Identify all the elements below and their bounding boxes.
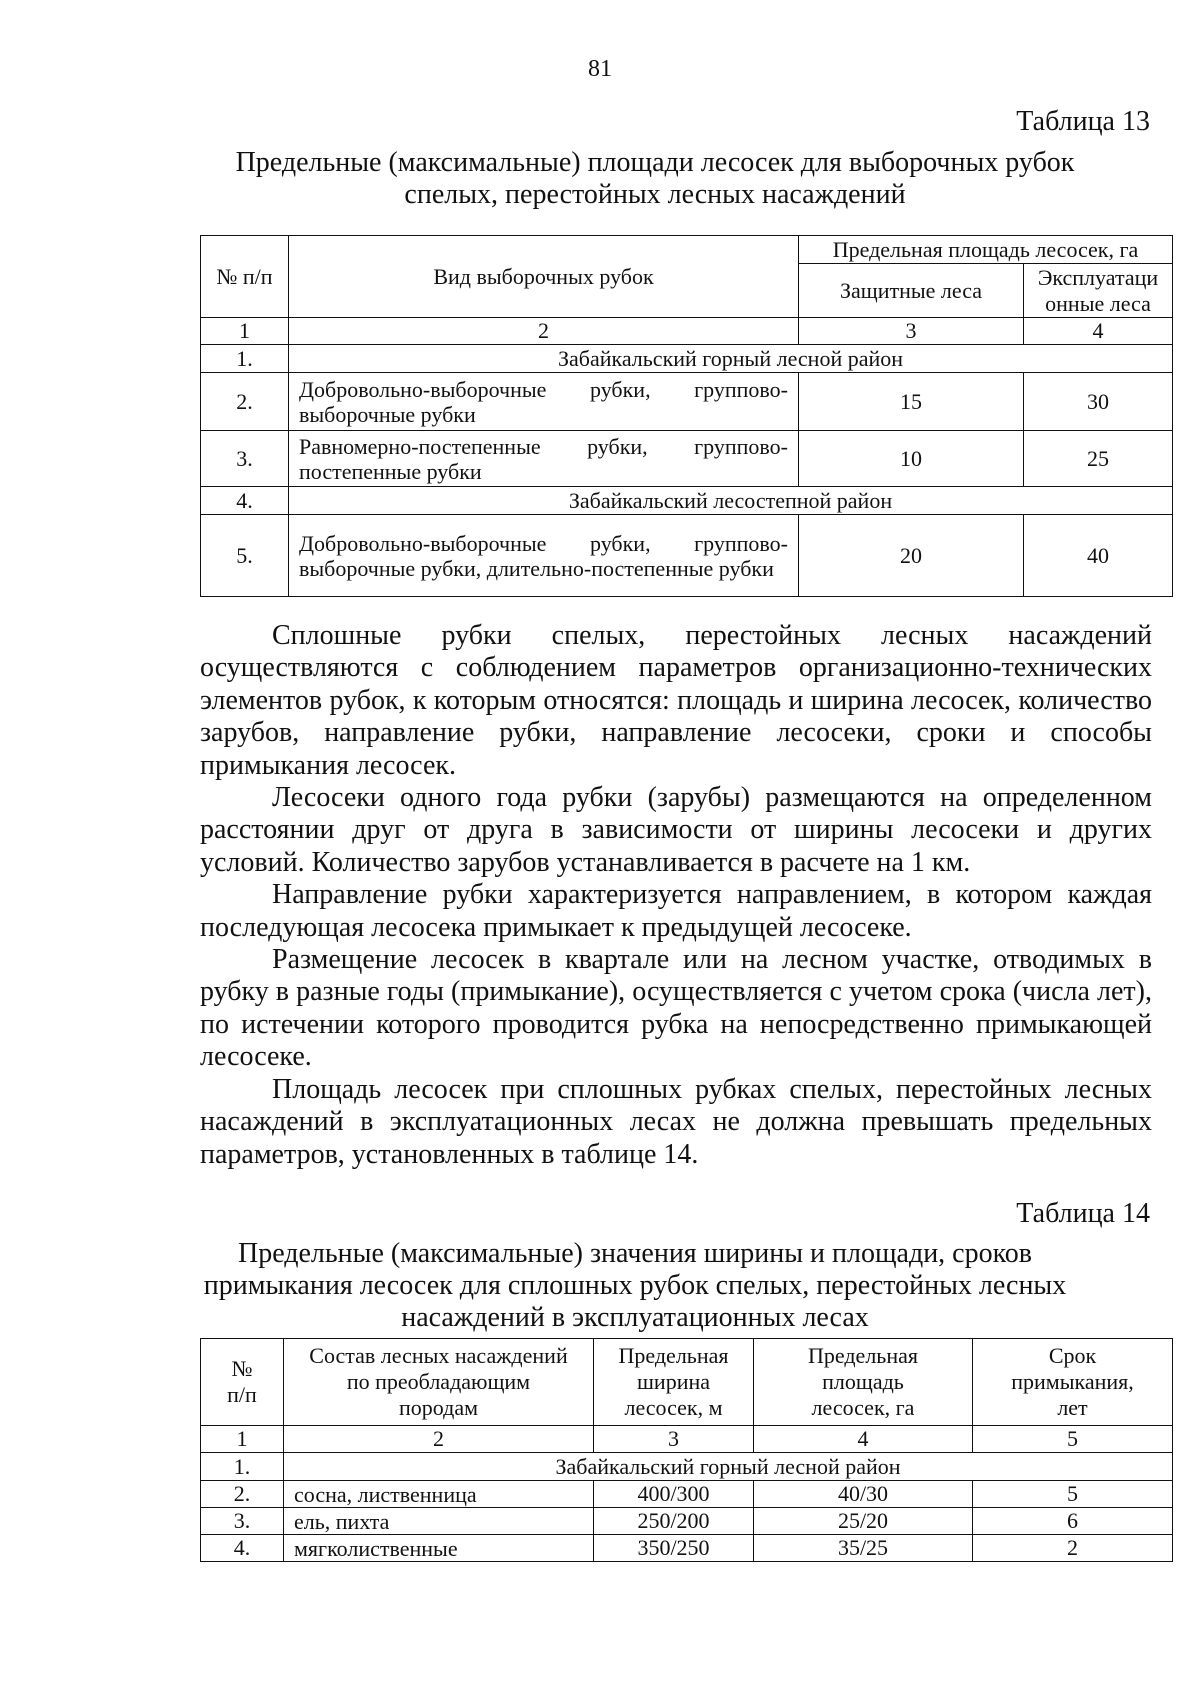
row-number: 1.: [201, 345, 289, 373]
header-adjacency-term: [973, 1339, 1173, 1426]
header-width-line-2: ширина: [636, 1369, 711, 1394]
paragraph: Площадь лесосек при сплошных рубках спелых, перестойных лесных насаждений в эксплуатационных лесах не должна превышать предельных параметров, установленных в таблице 14.: [200, 1073, 1152, 1170]
page-number: 81: [588, 56, 612, 82]
header-num: № п/п: [201, 236, 289, 318]
col-number: 2: [289, 318, 799, 345]
exploitation-value: 30: [1024, 373, 1173, 431]
table-row: [201, 1508, 1173, 1535]
table-14-title-line-2: примыкания лесосек для сплошных рубок спелых, перестойных лесных: [203, 1270, 1067, 1301]
header-protective-forests: Защитные леса: [799, 264, 1024, 318]
header-term-line-3: лет: [1057, 1395, 1088, 1420]
section-heading: Забайкальский лесостепной район: [289, 487, 1173, 515]
protective-value: 20: [799, 515, 1024, 597]
header-num: [201, 1339, 284, 1426]
header-term-line-2: примыкания,: [1011, 1369, 1134, 1394]
table-row: [201, 487, 1173, 515]
table-row: [201, 373, 1173, 431]
table-13-label: Таблица 13: [1016, 106, 1150, 137]
area-value: 35/25: [754, 1535, 973, 1562]
col-number: 1: [201, 318, 289, 345]
col-number: 4: [1024, 318, 1173, 345]
cutting-type: Добровольно-выборочные рубки, группово-выборочные рубки: [289, 373, 799, 431]
row-number: 2.: [201, 373, 289, 431]
table-14-label: Таблица 14: [1016, 1198, 1150, 1229]
col-number: 1: [201, 1426, 284, 1453]
table-row: [201, 1481, 1173, 1508]
row-number: 2.: [201, 1481, 284, 1508]
header-width-line-3: лесосек, м: [624, 1395, 723, 1420]
exploitation-value: 25: [1024, 431, 1173, 487]
protective-value: 15: [799, 373, 1024, 431]
paragraph: Сплошные рубки спелых, перестойных лесных насаждений осуществляются с соблюдением параметров организационно-технических элементов рубок, к которым относятся: площадь и ширина лесосек, количество зарубов, направление рубки, направление лесосеки, сроки и способы примыкания лесосек.: [200, 620, 1152, 781]
table-row: [201, 515, 1173, 597]
header-exploitation-line-2: онные леса: [1045, 290, 1151, 316]
header-term-line-1: Срок: [1048, 1343, 1097, 1368]
col-number: 5: [973, 1426, 1173, 1453]
header-area-line-3: лесосек, га: [811, 1395, 915, 1420]
row-number: 4.: [201, 1535, 284, 1562]
header-limit-area: [754, 1339, 973, 1426]
width-value: 400/300: [594, 1481, 754, 1508]
forest-composition: сосна, лиственница: [284, 1481, 594, 1508]
cutting-type: Равномерно-постепенные рубки, группово-постепенные рубки: [289, 431, 799, 487]
paragraph: Лесосеки одного года рубки (зарубы) размещаются на определенном расстоянии друг от друга в зависимости от ширины лесосеки и других условий. Количество зарубов устанавливается в расчете на 1 км.: [200, 782, 1152, 878]
paragraph: Направление рубки характеризуется направлением, в котором каждая последующая лесосека примыкает к предыдущей лесосеке.: [200, 879, 1152, 943]
table-row: [201, 1453, 1173, 1481]
width-value: 250/200: [594, 1508, 754, 1535]
table-row: [201, 345, 1173, 373]
area-value: 25/20: [754, 1508, 973, 1535]
table-13-title-line-1: Предельные (максимальные) площади лесосек для выборочных рубок: [235, 147, 1075, 178]
header-num-line-2: п/п: [227, 1382, 257, 1407]
header-width-line-1: Предельная: [618, 1343, 729, 1368]
paragraph: Размещение лесосек в квартале или на лесном участке, отводимых в рубку в разные годы (примыкание), осуществляется с учетом срока (числа лет), по истечении которого проводится рубка на непосредственно примыкающей лесосеке.: [200, 944, 1152, 1073]
table-14-title-line-1: Предельные (максимальные) значения ширины и площади, сроков: [237, 1238, 1033, 1269]
table-row: [201, 431, 1173, 487]
col-number: 3: [799, 318, 1024, 345]
width-value: 350/250: [594, 1535, 754, 1562]
table-14-title: [0, 1238, 1200, 1334]
table-13: [200, 235, 1173, 597]
col-number: 4: [754, 1426, 973, 1453]
protective-value: 10: [799, 431, 1024, 487]
section-heading: Забайкальский горный лесной район: [284, 1453, 1173, 1481]
row-number: 5.: [201, 515, 289, 597]
header-exploitation-forests: [1024, 264, 1173, 318]
col-number: 3: [594, 1426, 754, 1453]
table-14: [200, 1338, 1173, 1562]
table-row: [201, 1535, 1173, 1562]
header-composition: [284, 1339, 594, 1426]
term-value: 2: [973, 1535, 1173, 1562]
header-limit-width: [594, 1339, 754, 1426]
row-number: 4.: [201, 487, 289, 515]
table-13-title: [0, 147, 1200, 211]
col-number: 2: [284, 1426, 594, 1453]
row-number: 3.: [201, 431, 289, 487]
header-composition-line-1: Состав лесных насаждений: [309, 1343, 568, 1368]
header-area-line-2: площадь: [822, 1369, 904, 1394]
header-composition-line-3: породам: [398, 1395, 479, 1420]
table-13-title-line-2: спелых, перестойных лесных насаждений: [404, 179, 906, 210]
table-14-title-line-3: насаждений в эксплуатационных лесах: [401, 1302, 869, 1333]
body-text: [200, 620, 1152, 1171]
cutting-type: Добровольно-выборочные рубки, группово-выборочные рубки, длительно-постепенные рубки: [289, 515, 799, 597]
exploitation-value: 40: [1024, 515, 1173, 597]
area-value: 40/30: [754, 1481, 973, 1508]
header-type: Вид выборочных рубок: [289, 236, 799, 318]
forest-composition: ель, пихта: [284, 1508, 594, 1535]
section-heading: Забайкальский горный лесной район: [289, 345, 1173, 373]
row-number: 3.: [201, 1508, 284, 1535]
header-num-line-1: №: [231, 1356, 253, 1381]
term-value: 6: [973, 1508, 1173, 1535]
header-exploitation-line-1: Эксплуатаци: [1037, 264, 1159, 290]
forest-composition: мягколиственные: [284, 1535, 594, 1562]
term-value: 5: [973, 1481, 1173, 1508]
header-area-line-1: Предельная: [808, 1343, 918, 1368]
header-limit-area: Предельная площадь лесосек, га: [799, 236, 1173, 264]
header-composition-line-2: по преобладающим: [346, 1369, 531, 1394]
row-number: 1.: [201, 1453, 284, 1481]
